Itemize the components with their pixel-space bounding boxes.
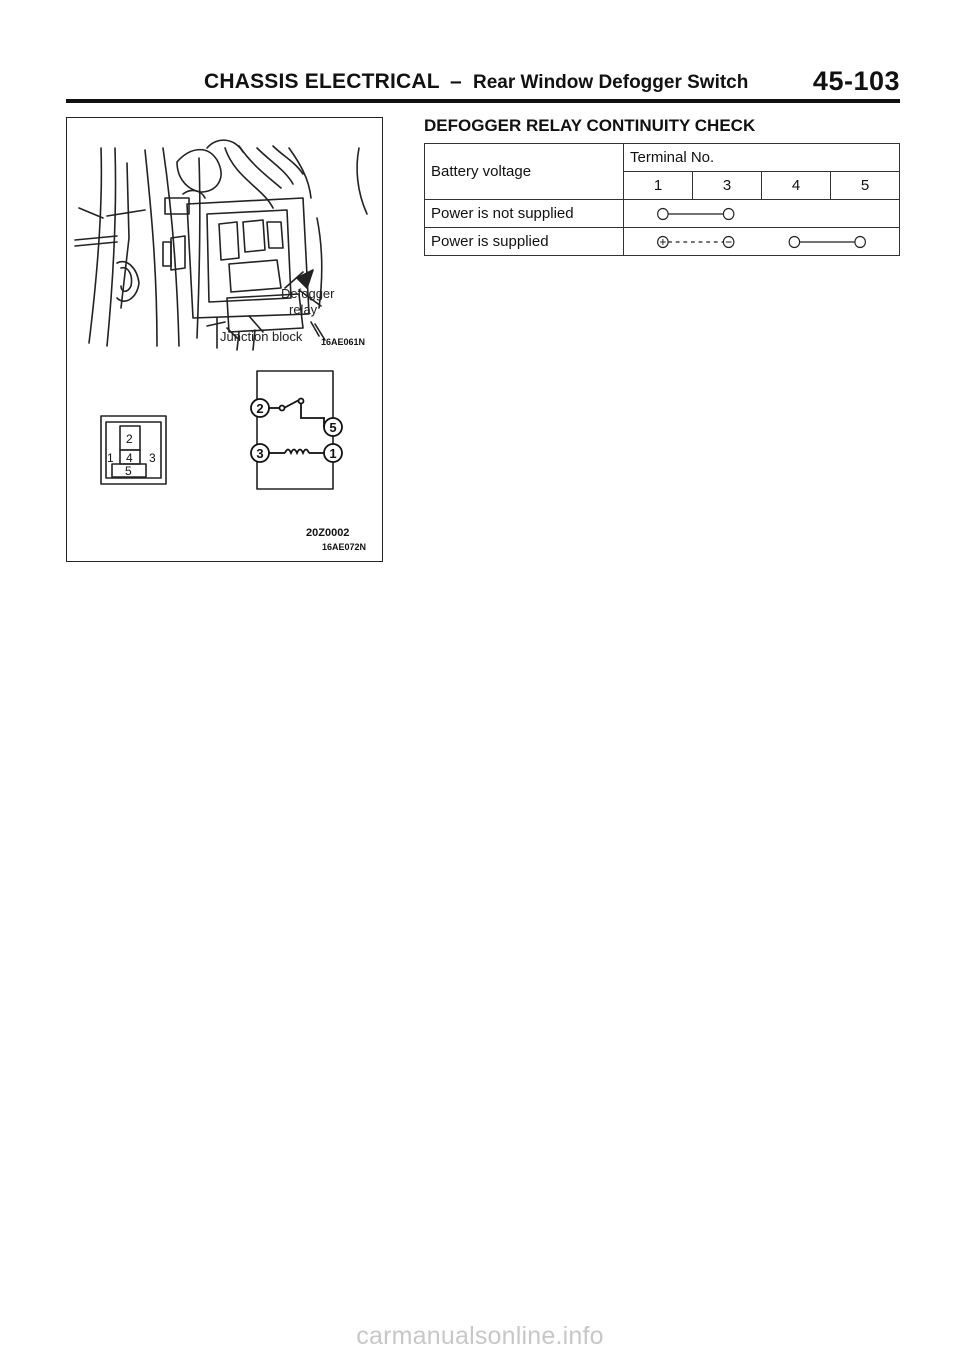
terminal-no-header: Terminal No.	[624, 144, 900, 172]
terminal-1: 1	[624, 172, 693, 200]
row-label-supplied: Power is supplied	[425, 228, 624, 256]
figure-code-main: 20Z0002	[306, 527, 350, 539]
row-connections-not-supplied	[624, 200, 900, 228]
defogger-relay-label: Defogger	[281, 286, 335, 301]
section-title: DEFOGGER RELAY CONTINUITY CHECK	[424, 116, 756, 135]
terminal-dot-icon	[855, 236, 865, 247]
continuity-table	[424, 143, 900, 256]
header-topic-title: Rear Window Defogger Switch	[473, 72, 749, 93]
row-connections-supplied	[624, 228, 900, 256]
photo-code: 16AE061N	[321, 337, 366, 347]
connector-pin-4: 4	[126, 451, 133, 465]
circuit-pin-1: 1	[329, 446, 337, 461]
table-row	[425, 228, 900, 256]
watermark: carmanualsonline.info	[356, 1322, 604, 1350]
connector-pin-2: 2	[126, 432, 133, 446]
header-section-title: CHASSIS ELECTRICAL	[204, 70, 440, 93]
terminal-4: 4	[762, 172, 831, 200]
circuit-pin-5: 5	[329, 420, 337, 435]
continuity-links-supplied	[630, 234, 893, 250]
table-header-row	[425, 144, 900, 172]
junction-block-label: Junction block	[220, 329, 303, 344]
terminal-5: 5	[831, 172, 900, 200]
terminal-dot-icon	[723, 208, 733, 219]
circuit-pin-2: 2	[256, 401, 264, 416]
table-row	[425, 200, 900, 228]
circuit-pin-3: 3	[256, 446, 264, 461]
connector-pin-5: 5	[125, 464, 132, 478]
connector-pin-1: 1	[107, 451, 114, 465]
continuity-links-not-supplied	[630, 206, 893, 222]
defogger-relay-label-line2: relay	[289, 302, 318, 317]
relay-figure	[66, 117, 383, 562]
page-header	[66, 66, 900, 100]
terminal-dot-icon	[658, 208, 668, 219]
figure-code-sub: 16AE072N	[322, 542, 367, 552]
header-dash: –	[450, 70, 462, 93]
battery-voltage-header: Battery voltage	[425, 144, 624, 200]
terminal-3: 3	[693, 172, 762, 200]
header-rule	[66, 99, 900, 103]
row-label-not-supplied: Power is not supplied	[425, 200, 624, 228]
page-number: 45-103	[812, 66, 900, 96]
connector-pin-3: 3	[149, 451, 156, 465]
terminal-dot-icon	[789, 236, 799, 247]
